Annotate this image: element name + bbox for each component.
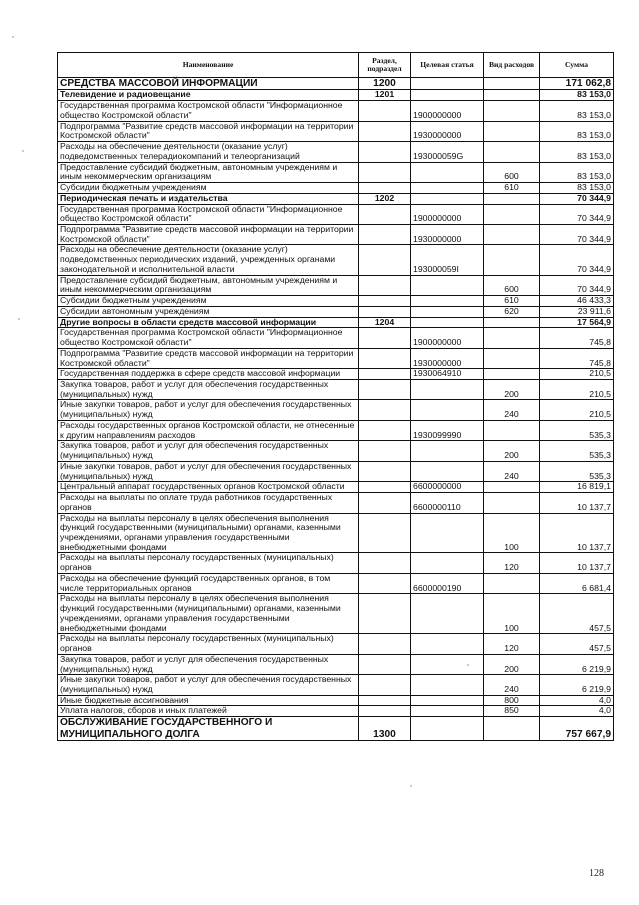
table-row — [58, 224, 614, 244]
cell-type — [484, 348, 540, 368]
cell-type: 240 — [484, 461, 540, 481]
cell-type: 200 — [484, 379, 540, 399]
cell-amount: 46 433,3 — [540, 296, 614, 307]
table-row — [58, 634, 614, 654]
cell-target — [411, 296, 484, 307]
cell-amount: 70 344,9 — [540, 204, 614, 224]
table-row — [58, 461, 614, 481]
cell-target — [411, 513, 484, 553]
cell-type: 600 — [484, 162, 540, 182]
cell-section — [359, 369, 411, 380]
cell-amount: 757 667,9 — [540, 717, 614, 741]
cell-name: Подпрограмма "Развитие средств массовой информации на территории Костромской области" — [58, 121, 359, 141]
cell-type: 200 — [484, 654, 540, 674]
cell-amount: 6 219,9 — [540, 675, 614, 695]
cell-name: Периодическая печать и издательства — [58, 193, 359, 204]
cell-target: 193000059G — [411, 142, 484, 162]
cell-amount: 70 344,9 — [540, 224, 614, 244]
scan-speck — [22, 150, 24, 152]
cell-name: Телевидение и радиовещание — [58, 90, 359, 101]
cell-type — [484, 193, 540, 204]
cell-name: Иные закупки товаров, работ и услуг для обеспечения государственных (муниципальных) нужд — [58, 461, 359, 481]
cell-amount: 457,5 — [540, 594, 614, 634]
cell-name: Предоставление субсидий бюджетным, автономным учреждениям и иным некоммерческим организациям — [58, 275, 359, 295]
cell-type — [484, 78, 540, 90]
table-row — [58, 513, 614, 553]
cell-section — [359, 379, 411, 399]
cell-section — [359, 348, 411, 368]
cell-target — [411, 695, 484, 706]
cell-section — [359, 204, 411, 224]
table-row — [58, 204, 614, 224]
cell-target — [411, 717, 484, 741]
cell-type: 610 — [484, 296, 540, 307]
cell-target — [411, 183, 484, 194]
cell-amount: 171 062,8 — [540, 78, 614, 90]
cell-target — [411, 78, 484, 90]
cell-amount: 70 344,9 — [540, 245, 614, 275]
cell-type — [484, 317, 540, 328]
cell-section — [359, 513, 411, 553]
cell-amount: 17 564,9 — [540, 317, 614, 328]
cell-type — [484, 573, 540, 593]
cell-section — [359, 101, 411, 121]
cell-name: Расходы на выплаты персоналу в целях обеспечения выполнения функций государственными (муниципальными) органами, казенными учреждениями, органами управления государственными внебюджетными фондами — [58, 513, 359, 553]
table-row — [58, 275, 614, 295]
table-row — [58, 306, 614, 317]
cell-name: Расходы на обеспечение деятельности (оказание услуг) подведомственных периодических изданий, учрежденных органами законодательной и исполнительной власти — [58, 245, 359, 275]
cell-target — [411, 275, 484, 295]
cell-name: Иные бюджетные ассигнования — [58, 695, 359, 706]
cell-amount: 70 344,9 — [540, 275, 614, 295]
cell-section — [359, 224, 411, 244]
cell-amount: 83 153,0 — [540, 183, 614, 194]
cell-amount: 70 344,9 — [540, 193, 614, 204]
table-row — [58, 90, 614, 101]
cell-amount: 535,3 — [540, 441, 614, 461]
table-row — [58, 121, 614, 141]
budget-table — [57, 52, 614, 741]
cell-section — [359, 245, 411, 275]
cell-type — [484, 121, 540, 141]
cell-type: 200 — [484, 441, 540, 461]
cell-type: 800 — [484, 695, 540, 706]
cell-type — [484, 142, 540, 162]
cell-target — [411, 317, 484, 328]
cell-section — [359, 441, 411, 461]
cell-target — [411, 706, 484, 717]
cell-name: Расходы на выплаты персоналу государственных (муниципальных) органов — [58, 553, 359, 573]
cell-amount: 6 681,4 — [540, 573, 614, 593]
cell-amount: 83 153,0 — [540, 90, 614, 101]
table-row — [58, 654, 614, 674]
cell-name: Государственная программа Костромской области "Информационное общество Костромской области" — [58, 204, 359, 224]
cell-name: Государственная программа Костромской области "Информационное общество Костромской области" — [58, 328, 359, 348]
cell-name: Подпрограмма "Развитие средств массовой информации на территории Костромской области" — [58, 224, 359, 244]
header-name: Наименование — [58, 53, 359, 78]
cell-name: Субсидии бюджетным учреждениям — [58, 296, 359, 307]
cell-target — [411, 553, 484, 573]
header-section: Раздел, подраздел — [359, 53, 411, 78]
table-row — [58, 328, 614, 348]
cell-type — [484, 493, 540, 513]
cell-name: Субсидии автономным учреждениям — [58, 306, 359, 317]
cell-name: Расходы на обеспечение деятельности (оказание услуг) подведомственных телерадиокомпаний и телеорганизаций — [58, 142, 359, 162]
cell-amount: 83 153,0 — [540, 101, 614, 121]
cell-target — [411, 461, 484, 481]
cell-name: Иные закупки товаров, работ и услуг для обеспечения государственных (муниципальных) нужд — [58, 675, 359, 695]
cell-target: 1930064910 — [411, 369, 484, 380]
cell-section: 1202 — [359, 193, 411, 204]
table-row — [58, 183, 614, 194]
cell-section — [359, 306, 411, 317]
cell-section — [359, 142, 411, 162]
cell-target: 1900000000 — [411, 101, 484, 121]
cell-section — [359, 573, 411, 593]
cell-section — [359, 594, 411, 634]
cell-type — [484, 328, 540, 348]
table-row — [58, 369, 614, 380]
cell-type — [484, 482, 540, 493]
cell-section: 1300 — [359, 717, 411, 741]
cell-target — [411, 594, 484, 634]
cell-name: Иные закупки товаров, работ и услуг для обеспечения государственных (муниципальных) нужд — [58, 400, 359, 420]
table-row — [58, 193, 614, 204]
cell-target: 193000059I — [411, 245, 484, 275]
table-row — [58, 400, 614, 420]
cell-amount: 83 153,0 — [540, 142, 614, 162]
cell-name: Государственная поддержка в сфере средств массовой информации — [58, 369, 359, 380]
cell-target — [411, 90, 484, 101]
cell-name: Расходы на выплаты персоналу государственных (муниципальных) органов — [58, 634, 359, 654]
table-row — [58, 317, 614, 328]
cell-name: Расходы на выплаты по оплате труда работников государственных органов — [58, 493, 359, 513]
cell-section — [359, 183, 411, 194]
cell-name: Расходы государственных органов Костромской области, не отнесенные к другим направлениям расходов — [58, 420, 359, 440]
table-row — [58, 348, 614, 368]
cell-amount: 10 137,7 — [540, 553, 614, 573]
cell-amount: 83 153,0 — [540, 162, 614, 182]
cell-section — [359, 482, 411, 493]
cell-name: СРЕДСТВА МАССОВОЙ ИНФОРМАЦИИ — [58, 78, 359, 90]
page-number: 128 — [589, 868, 604, 879]
table-body — [58, 78, 614, 741]
table-row — [58, 594, 614, 634]
cell-target: 1930000000 — [411, 348, 484, 368]
cell-amount: 745,8 — [540, 348, 614, 368]
cell-amount: 10 137,7 — [540, 513, 614, 553]
cell-type: 610 — [484, 183, 540, 194]
cell-type: 100 — [484, 594, 540, 634]
cell-name: Расходы на выплаты персоналу в целях обеспечения выполнения функций государственными (муниципальными) органами, казенными учреждениями, органами управления государственными внебюджетными фондами — [58, 594, 359, 634]
cell-name: Субсидии бюджетным учреждениям — [58, 183, 359, 194]
cell-amount: 83 153,0 — [540, 121, 614, 141]
cell-type: 850 — [484, 706, 540, 717]
cell-section — [359, 654, 411, 674]
cell-amount: 4,0 — [540, 706, 614, 717]
cell-target — [411, 654, 484, 674]
cell-amount: 210,5 — [540, 379, 614, 399]
cell-target — [411, 675, 484, 695]
cell-name: Расходы на обеспечение функций государственных органов, в том числе территориальных органов — [58, 573, 359, 593]
cell-type — [484, 420, 540, 440]
table-row — [58, 245, 614, 275]
cell-type — [484, 717, 540, 741]
cell-type: 240 — [484, 675, 540, 695]
cell-section — [359, 675, 411, 695]
cell-section: 1204 — [359, 317, 411, 328]
cell-section — [359, 121, 411, 141]
cell-target — [411, 379, 484, 399]
cell-target: 6600000000 — [411, 482, 484, 493]
cell-section — [359, 695, 411, 706]
cell-section — [359, 493, 411, 513]
cell-section — [359, 461, 411, 481]
cell-section — [359, 162, 411, 182]
table-row — [58, 162, 614, 182]
cell-type: 120 — [484, 553, 540, 573]
table-row — [58, 142, 614, 162]
cell-section — [359, 553, 411, 573]
header-amount: Сумма — [540, 53, 614, 78]
cell-target — [411, 441, 484, 461]
cell-target: 1930000000 — [411, 224, 484, 244]
cell-amount: 535,3 — [540, 461, 614, 481]
cell-type: 600 — [484, 275, 540, 295]
cell-target: 6600000190 — [411, 573, 484, 593]
cell-name: Подпрограмма "Развитие средств массовой информации на территории Костромской области" — [58, 348, 359, 368]
cell-amount: 210,5 — [540, 400, 614, 420]
cell-amount: 457,5 — [540, 634, 614, 654]
cell-type — [484, 224, 540, 244]
header-target: Целевая статья — [411, 53, 484, 78]
scan-speck — [18, 318, 20, 320]
table-row — [58, 553, 614, 573]
cell-name: Закупка товаров, работ и услуг для обеспечения государственных (муниципальных) нужд — [58, 379, 359, 399]
cell-section — [359, 400, 411, 420]
cell-amount: 16 819,1 — [540, 482, 614, 493]
cell-type — [484, 204, 540, 224]
table-header — [58, 53, 614, 78]
cell-name: Другие вопросы в области средств массовой информации — [58, 317, 359, 328]
cell-target: 1930000000 — [411, 121, 484, 141]
cell-amount: 23 911,6 — [540, 306, 614, 317]
cell-target: 1900000000 — [411, 204, 484, 224]
cell-target — [411, 193, 484, 204]
table-row — [58, 379, 614, 399]
table-row — [58, 296, 614, 307]
table-row — [58, 675, 614, 695]
cell-target: 6600000110 — [411, 493, 484, 513]
cell-name: Центральный аппарат государственных органов Костромской области — [58, 482, 359, 493]
cell-type — [484, 101, 540, 121]
cell-type — [484, 90, 540, 101]
cell-name: Закупка товаров, работ и услуг для обеспечения государственных (муниципальных) нужд — [58, 441, 359, 461]
cell-amount: 210,5 — [540, 369, 614, 380]
cell-name: ОБСЛУЖИВАНИЕ ГОСУДАРСТВЕННОГО И МУНИЦИПАЛЬНОГО ДОЛГА — [58, 717, 359, 741]
cell-type: 240 — [484, 400, 540, 420]
cell-section — [359, 328, 411, 348]
cell-name: Государственная программа Костромской области "Информационное общество Костромской области" — [58, 101, 359, 121]
table-row — [58, 78, 614, 90]
cell-section: 1201 — [359, 90, 411, 101]
scan-speck — [410, 785, 412, 787]
cell-type: 100 — [484, 513, 540, 553]
table-row — [58, 482, 614, 493]
cell-section — [359, 420, 411, 440]
cell-target: 1930099990 — [411, 420, 484, 440]
table-row — [58, 101, 614, 121]
cell-name: Закупка товаров, работ и услуг для обеспечения государственных (муниципальных) нужд — [58, 654, 359, 674]
table-row — [58, 493, 614, 513]
cell-target — [411, 634, 484, 654]
cell-target: 1900000000 — [411, 328, 484, 348]
header-type: Вид расходов — [484, 53, 540, 78]
cell-type: 620 — [484, 306, 540, 317]
cell-type: 120 — [484, 634, 540, 654]
cell-target — [411, 162, 484, 182]
cell-target — [411, 306, 484, 317]
table-row — [58, 441, 614, 461]
cell-type — [484, 369, 540, 380]
cell-amount: 10 137,7 — [540, 493, 614, 513]
cell-amount: 535,3 — [540, 420, 614, 440]
table-row — [58, 573, 614, 593]
cell-section — [359, 275, 411, 295]
table-row — [58, 717, 614, 741]
table-row — [58, 695, 614, 706]
table-row — [58, 420, 614, 440]
cell-section — [359, 296, 411, 307]
scan-speck — [467, 664, 469, 666]
cell-amount: 745,8 — [540, 328, 614, 348]
cell-name: Предоставление субсидий бюджетным, автономным учреждениям и иным некоммерческим организациям — [58, 162, 359, 182]
cell-section — [359, 706, 411, 717]
cell-section: 1200 — [359, 78, 411, 90]
cell-target — [411, 400, 484, 420]
cell-section — [359, 634, 411, 654]
scan-speck — [12, 36, 14, 38]
cell-name: Уплата налогов, сборов и иных платежей — [58, 706, 359, 717]
table-row — [58, 706, 614, 717]
cell-type — [484, 245, 540, 275]
cell-amount: 6 219,9 — [540, 654, 614, 674]
cell-amount: 4,0 — [540, 695, 614, 706]
